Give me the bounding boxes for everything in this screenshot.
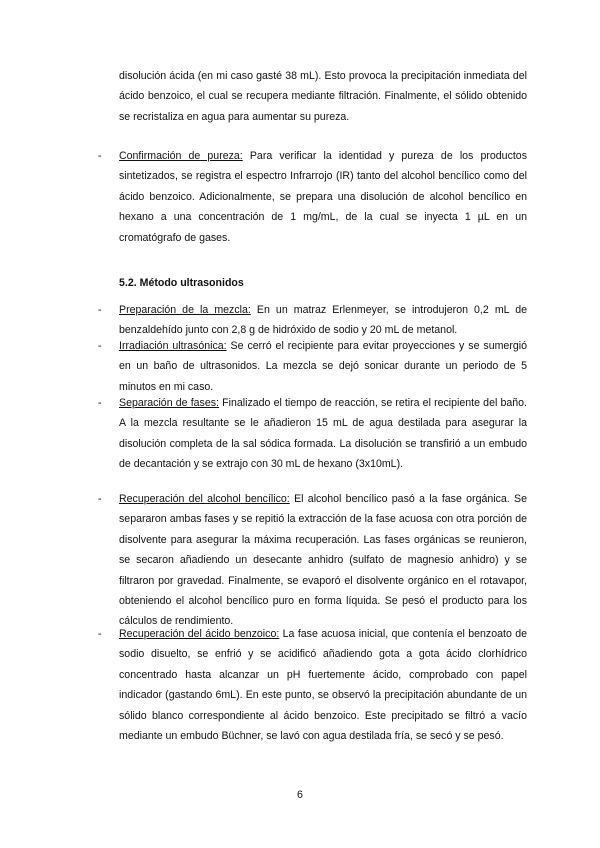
- list-dash: -: [98, 150, 102, 162]
- list-item-separacion: [98, 393, 527, 475]
- page-number: 6: [297, 789, 303, 801]
- intro-paragraph: [119, 66, 527, 127]
- list-item-paragraph: [119, 336, 527, 397]
- list-item-label: Preparación de la mezcla:: [119, 304, 251, 316]
- list-item-acido: [98, 624, 527, 746]
- list-item-paragraph: [119, 393, 527, 475]
- confirmation-paragraph: [119, 146, 527, 248]
- confirmation-text: Para verificar la identidad y pureza de los productos sintetizados, se registra el espectro Infrarrojo (IR) tanto del alcohol bencílico como del ácido benzoico. Adicionalmente, se prepara una disolución de alcohol bencílico en hexano a una concentración de 1 mg/mL, de la cual se inyecta 1 µL en un cromatógrafo de gases.: [119, 150, 527, 244]
- list-dash: -: [98, 493, 102, 505]
- list-item-irradiacion: [98, 336, 527, 397]
- list-item-text: Finalizado el tiempo de reacción, se retira el recipiente del baño. A la mezcla resultante se le añadieron 15 mL de agua destilada para asegurar la disolución completa de la sal sódica formada. La disolución se transfirió a un embudo de decantación y se extrajo con 30 mL de hexano (3x10mL).: [119, 397, 527, 471]
- list-item-paragraph: [119, 489, 527, 632]
- list-item-label: Irradiación ultrasónica:: [119, 340, 227, 352]
- confirmation-label: Confirmación de pureza:: [119, 150, 243, 162]
- confirmation-item: [98, 146, 527, 248]
- list-dash: -: [98, 304, 102, 316]
- section-heading: 5.2. Método ultrasonidos: [119, 277, 244, 289]
- list-item-paragraph: [119, 624, 527, 746]
- list-item-text: En un matraz Erlenmeyer, se introdujeron 0,2 mL de benzaldehído junto con 2,8 g de hidróxido de sodio y 20 mL de metanol.: [119, 304, 527, 337]
- list-dash: -: [98, 340, 102, 352]
- list-item-paragraph: [119, 300, 527, 341]
- list-item-label: Recuperación del ácido benzoico:: [119, 628, 280, 640]
- list-item-text: La fase acuosa inicial, que contenía el benzoato de sodio disuelto, se enfrió y se acidificó añadiendo gota a gota ácido clorhídrico concentrado hasta alcanzar un pH fuertemente ácido, comprobado con papel indicador (gastando 6mL). En este punto, se observó la precipitación abundante de un sólido blanco correspondiente al ácido benzoico. Este precipitado se filtró a vacío mediante un embudo Büchner, se lavó con agua destilada fría, se secó y se pesó.: [119, 628, 527, 743]
- list-item-text: El alcohol bencílico pasó a la fase orgánica. Se separaron ambas fases y se repitió la extracción de la fase acuosa con otra porción de disolvente para asegurar la máxima recuperación. Las fases orgánicas se reunieron, se secaron añadiendo un desecante anhidro (sulfato de magnesio anhidro) y se filtraron por gravedad. Finalmente, se evaporó el disolvente orgánico en el rotavapor, obteniendo el alcohol bencílico puro en forma líquida. Se pesó el producto para los cálculos de rendimiento.: [119, 493, 527, 628]
- list-item-alcohol: [98, 489, 527, 632]
- list-dash: -: [98, 628, 102, 640]
- list-dash: -: [98, 397, 102, 409]
- list-item-label: Recuperación del alcohol bencílico:: [119, 493, 290, 505]
- list-item-preparacion: [98, 300, 527, 341]
- list-item-text: Se cerró el recipiente para evitar proyecciones y se sumergió en un baño de ultrasonidos. La mezcla se dejó sonicar durante un periodo de 5 minutos en mi caso.: [119, 340, 527, 393]
- list-item-label: Separación de fases:: [119, 397, 219, 409]
- intro-text: disolución ácida (en mi caso gasté 38 mL). Esto provoca la precipitación inmediata del ácido benzoico, el cual se recupera mediante filtración. Finalmente, el sólido obtenido se recristaliza en agua para aumentar su pureza.: [119, 70, 527, 123]
